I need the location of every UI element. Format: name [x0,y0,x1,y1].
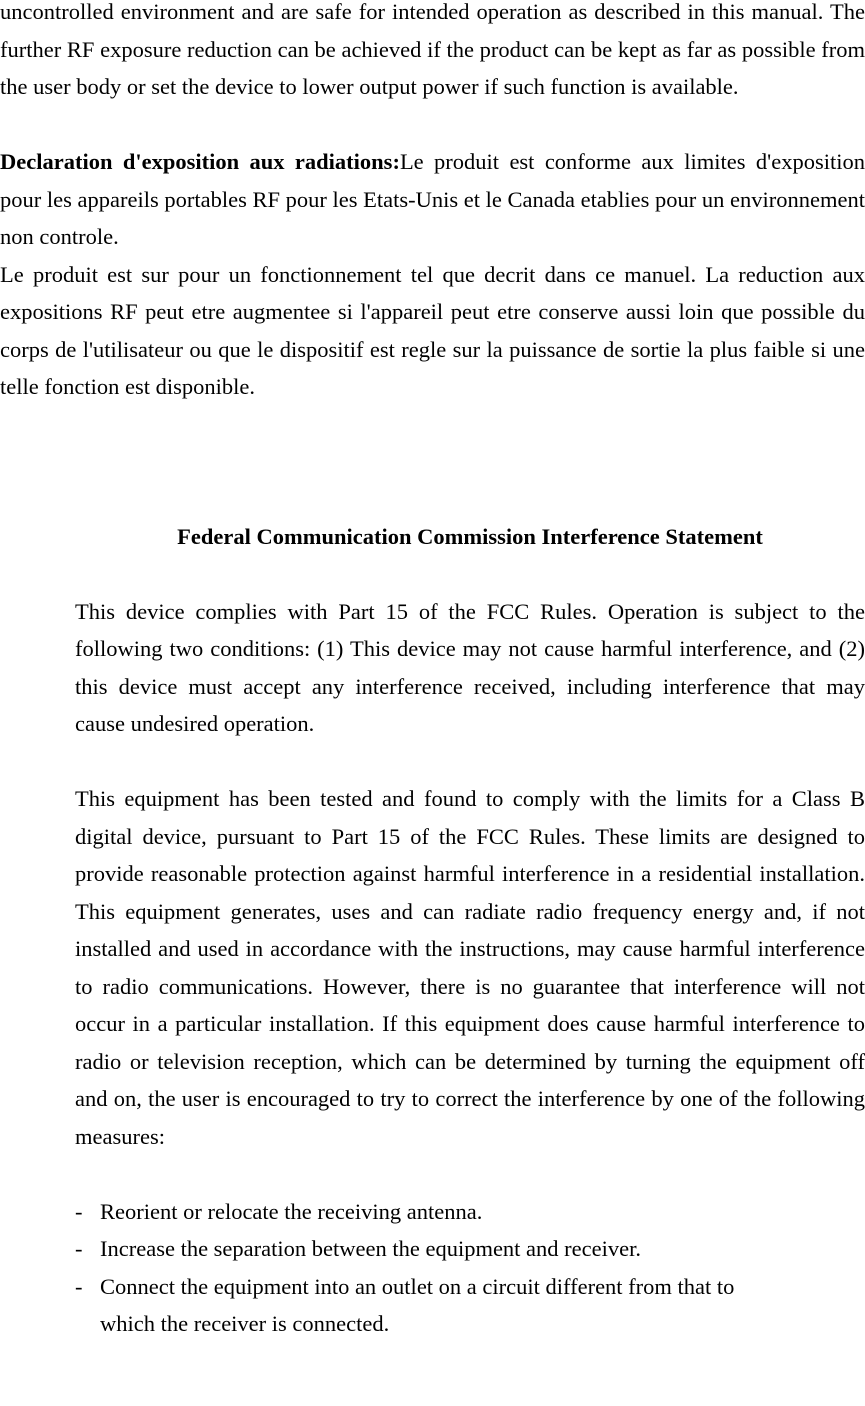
list-dash: - [75,1198,83,1224]
declaration-paragraph-2: Le produit est sur pour un fonctionnement tel que decrit dans ce manuel. La reduction aux expositions RF peut etre augmentee si l'appareil peut etre conserve aussi loin que possible du corps de l'utilisateur ou que le dispositif est regle sur la puissance de sortie la plus faible si une telle fonction est disponible. [0,261,865,399]
declaration-label: Declaration d'exposition aux radiations: [0,149,400,174]
list-dash: - [75,1273,83,1299]
fcc-compliance-paragraph: This device complies with Part 15 of the FCC Rules. Operation is subject to the following two conditions: (1) This device may not cause harmful interference, and (2) this device must accept any interference received, including interference that may cause undesired operation. [75,598,865,736]
list-item [75,1193,780,1231]
declaration-paragraph [0,143,865,256]
list-dash: - [75,1236,83,1261]
measure-text: Increase the separation between the equipment and receiver. [100,1236,641,1261]
list-item [75,1268,780,1343]
declaration-text: Le produit est conforme aux limites d'exposition pour les appareils portables RF pour les Etats-Unis et le Canada etablies pour un environnement non controle. [0,149,865,249]
measure-text: Reorient or relocate the receiving antenna. [100,1198,483,1224]
rf-exposure-paragraph: uncontrolled environment and are safe for intended operation as described in this manual. The further RF exposure reduction can be achieved if the product can be kept as far as possible from the user body or set the device to lower output power if such function is available. [0,0,865,99]
fcc-statement-body [0,593,865,1343]
fcc-statement-title: Federal Communication Commission Interference Statement [177,523,763,549]
fcc-class-b-paragraph: This equipment has been tested and found to comply with the limits for a Class B digital device, pursuant to Part 15 of the FCC Rules. These limits are designed to provide reasonable protection against harmful interference in a residential installation. This equipment generates, uses and can radiate radio frequency energy and, if not installed and used in accordance with the instructions, may cause harmful interference to radio communications. However, there is no guarantee that interference will not occur in a particular installation. If this equipment does cause harmful interference to radio or television reception, which can be determined by turning the equipment off and on, the user is encouraged to try to correct the interference by one of the following measures: [75,786,865,1149]
measure-text: Connect the equipment into an outlet on a circuit different from that to which the receiver is connected. [100,1273,735,1336]
measures-list [75,1193,865,1343]
list-item [75,1230,780,1268]
